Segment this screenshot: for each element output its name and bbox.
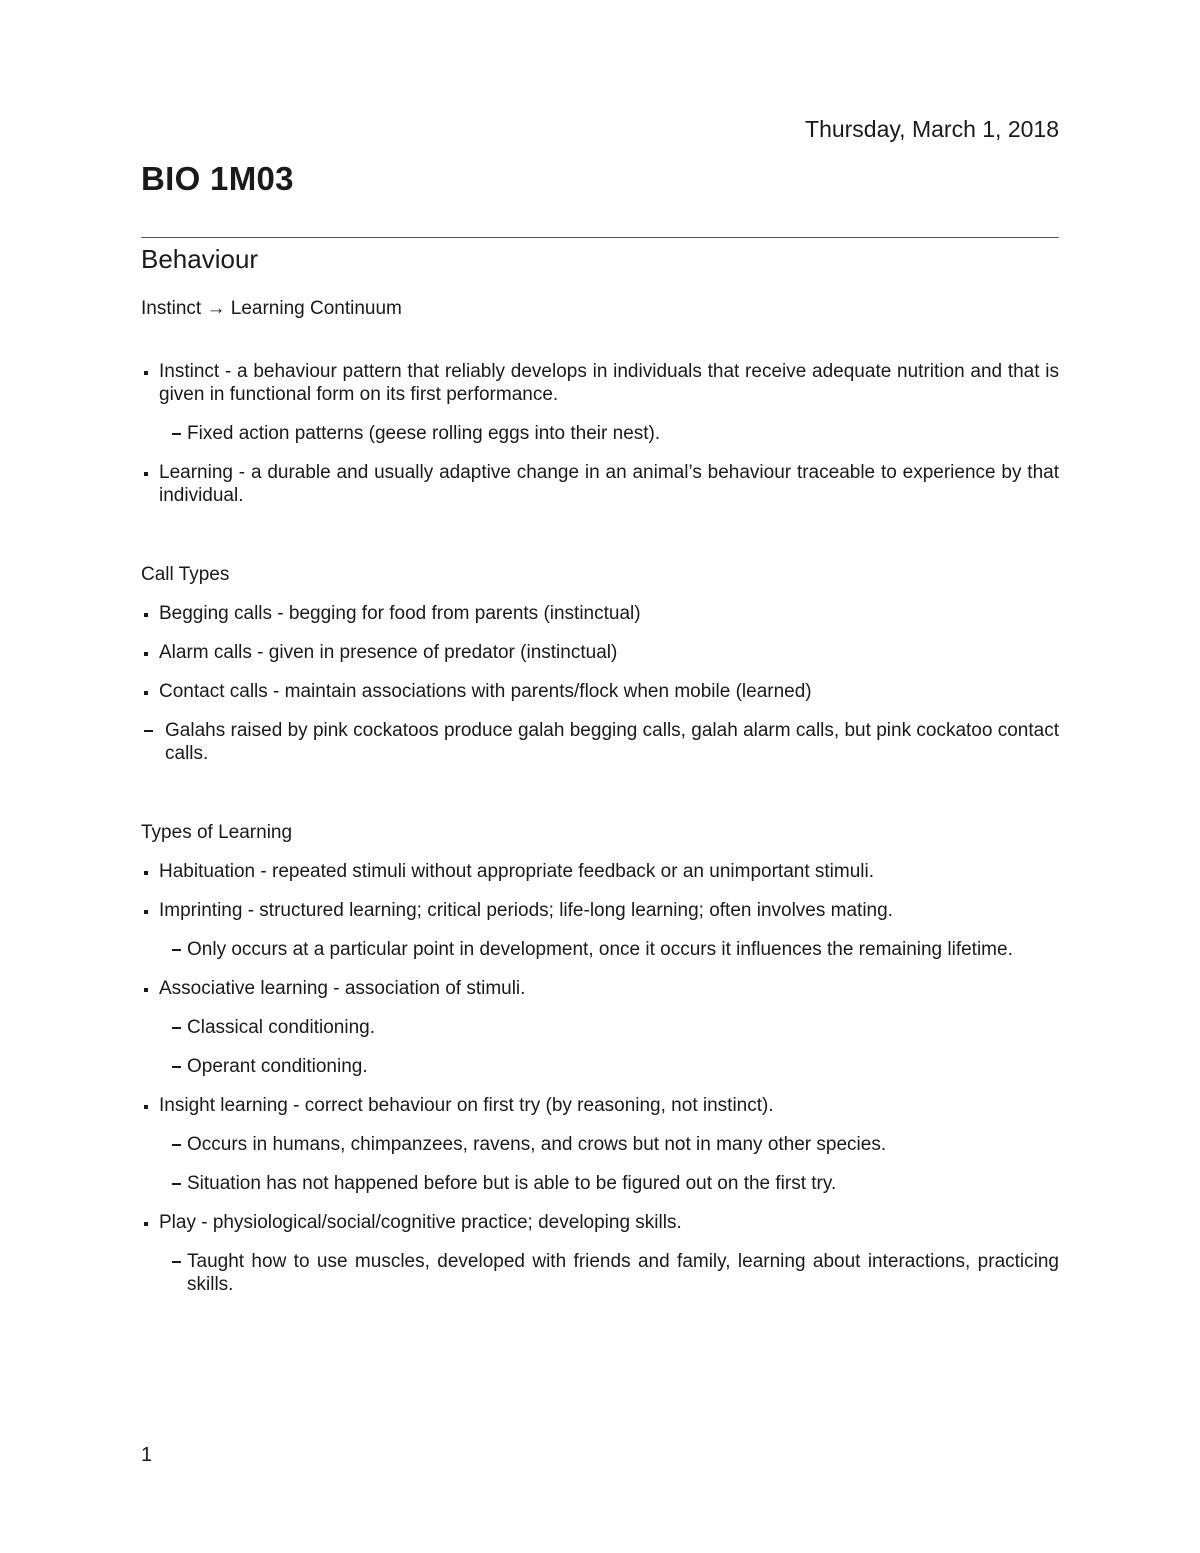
list-subitem: [169, 422, 1059, 445]
list-subitem: [169, 1016, 1059, 1039]
list-item: [141, 641, 1059, 664]
list-item-text: Learning - a durable and usually adaptive change in an animal’s behaviour traceable to experience by that individual.: [159, 462, 1059, 506]
list-subitem: [169, 1055, 1059, 1078]
list-item-text: Only occurs at a particular point in development, once it occurs it influences the remaining lifetime.: [187, 939, 1013, 960]
list-item-text: Contact calls - maintain associations with parents/flock when mobile (learned): [159, 681, 812, 702]
list-item: [141, 360, 1059, 406]
list-subitem: [169, 1133, 1059, 1156]
list-item-text: Instinct - a behaviour pattern that reliably develops in individuals that receive adequate nutrition and that is given in functional form on its first performance.: [159, 361, 1059, 405]
list-item-text: Occurs in humans, chimpanzees, ravens, and crows but not in many other species.: [187, 1134, 887, 1155]
list-item-text: Alarm calls - given in presence of predator (instinctual): [159, 642, 618, 663]
list-item-text: Taught how to use muscles, developed with friends and family, learning about interactions, practicing skills.: [187, 1251, 1059, 1295]
list-item: [141, 1211, 1059, 1234]
list-item: [141, 719, 1059, 765]
list-subitem: [169, 1172, 1059, 1195]
section-subtitle: Instinct → Learning Continuum: [141, 298, 402, 319]
notes-body: [141, 297, 1059, 1296]
call-types-list: [141, 602, 1059, 765]
list-item: [141, 461, 1059, 507]
page-number: 1: [141, 1444, 153, 1466]
list-item-text: Galahs raised by pink cockatoos produce galah begging calls, galah alarm calls, but pink cockatoo contact calls.: [165, 720, 1059, 764]
list-item-text: Fixed action patterns (geese rolling eggs into their nest).: [187, 423, 661, 444]
list-item: [141, 602, 1059, 625]
types-of-learning-heading: Types of Learning: [141, 822, 293, 843]
header-divider: [141, 237, 1059, 238]
list-item-text: Imprinting - structured learning; critical periods; life-long learning; often involves mating.: [159, 900, 893, 921]
list-item-text: Associative learning - association of stimuli.: [159, 978, 526, 999]
types-of-learning-list: [141, 860, 1059, 1296]
list-item: [141, 680, 1059, 703]
section-title: Behaviour: [141, 244, 259, 274]
list-item: [141, 899, 1059, 922]
list-item: [141, 1094, 1059, 1117]
list-subitem: [169, 938, 1059, 961]
list-subitem: [169, 1250, 1059, 1296]
list-item: [141, 977, 1059, 1000]
list-item-text: Habituation - repeated stimuli without appropriate feedback or an unimportant stimuli.: [159, 861, 874, 882]
list-item: [141, 860, 1059, 883]
list-item-text: Play - physiological/social/cognitive practice; developing skills.: [159, 1212, 682, 1233]
list-item-text: Begging calls - begging for food from parents (instinctual): [159, 603, 641, 624]
list-item-text: Insight learning - correct behaviour on first try (by reasoning, not instinct).: [159, 1095, 774, 1116]
list-item-text: Operant conditioning.: [187, 1056, 368, 1077]
call-types-heading: Call Types: [141, 564, 230, 585]
definitions-list: [141, 360, 1059, 507]
list-item-text: Classical conditioning.: [187, 1017, 375, 1038]
document-date: Thursday, March 1, 2018: [805, 116, 1059, 142]
list-item-text: Situation has not happened before but is able to be figured out on the first try.: [187, 1173, 837, 1194]
course-title: BIO 1M03: [141, 160, 294, 197]
